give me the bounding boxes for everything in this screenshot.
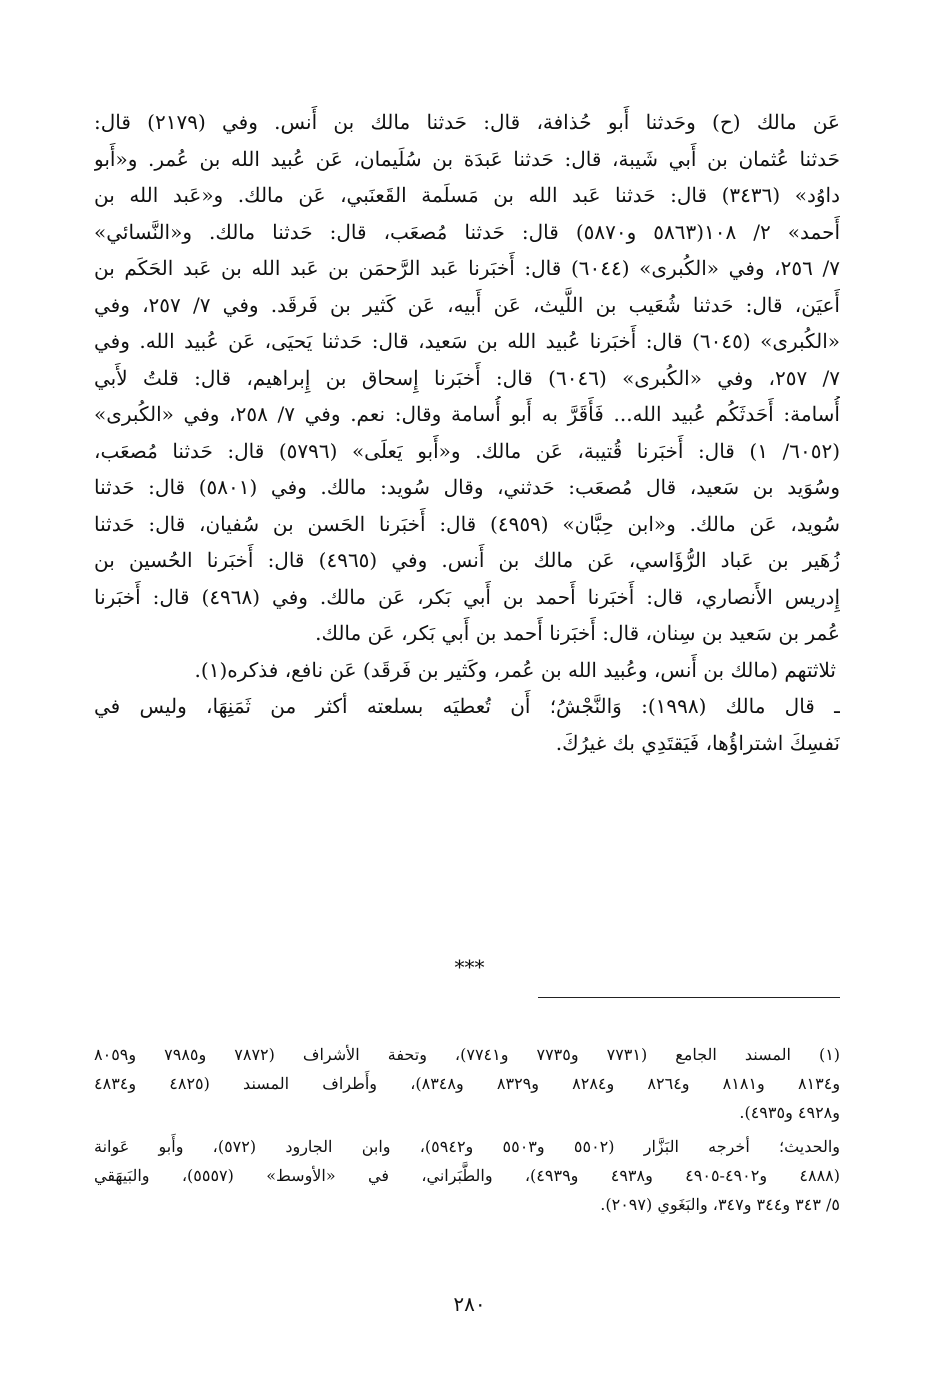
main-text — [94, 104, 840, 761]
text-line: ٧/ ٢٥٦، وفي «الكُبرى» (٦٠٤٤) قال: أَخبَرنا عَبد الرَّحمَن بن عَبد الله بن عَبد الحَكَم بن — [94, 256, 840, 280]
summary-line: ثلاثتهم (مالك بن أَنس، وعُبيد الله بن عُمر، وكَثير بن فَرقَد) عَن نافع، فذكره(١). — [194, 657, 836, 682]
page-number: ٢٨٠ — [453, 1292, 486, 1316]
text-line: أَعيَن، قال: حَدثنا شُعَيب بن اللَّيث، عَن أَبيه، عَن كَثير بن فَرقَد. وفي ٧/ ٢٥٧، وفي — [94, 292, 840, 317]
text-line: حَدثنا عُثمان بن أَبي شَيبة، قال: حَدثنا عَبدَة بن سُلَيمان، عَن عُبيد الله بن عُمر. و«أَبو — [94, 146, 840, 171]
footnote-line: (١) المسند الجامع (٧٧٣١ و٧٧٣٥ و٧٧٤١)، وتحفة الأشراف (٧٨٧٢ و٧٩٨٥ و٨٠٥٩ — [94, 1045, 840, 1064]
footnote-line: و٨١٣٤ و٨١٨١ و٨٢٦٤ و٨٢٨٤ و٨٣٢٩ و٨٣٤٨)، وأَطراف المسند (٤٨٢٥ و٤٨٣٤ — [94, 1074, 840, 1093]
text-line: زُهَير بن عَباد الرُّؤَاسي، عَن مالك بن أَنس. وفي (٤٩٦٥) قال: أَخبَرنا الحُسين بن — [94, 548, 840, 572]
section-separator: *** — [454, 955, 485, 979]
footnote-line: والحديث؛ أخرجه البَزَّار (٥٥٠٢ و٥٥٠٣ و٥٩٤٢)، وابن الجارود (٥٧٢)، وأَبو عَوانة — [94, 1137, 840, 1156]
text-line: داوُد» (٣٤٣٦) قال: حَدثنا عَبد الله بن مَسلَمة القَعنَبي، عَن مالك. و«عَبد الله بن — [94, 183, 840, 207]
footnotes — [94, 1040, 840, 1219]
footnote-line: ٥/ ٣٤٣ و٣٤٤ و٣٤٧، والبَغَوي (٢٠٩٧). — [600, 1195, 840, 1214]
text-line: أُسامة: أَحَدثَكُم عُبيد الله... فَأَقَرَّ به أَبو أُسامة وقال: نعم. وفي ٧/ ٢٥٨، وفي «الكُبرى» — [94, 402, 840, 426]
footnote-divider — [538, 997, 840, 998]
malik-statement-line: ـ قال مالك (١٩٩٨): وَالنَّجْشُ؛ أَن تُعطيَه بسلعته أكثر من ثَمَنِهَا، وليس في — [94, 694, 840, 718]
text-line: أَحمد» ٢/ ١٠٨(٥٨٦٣ و٥٨٧٠) قال: حَدثنا مُصعَب، قال: حَدثنا مالك. و«النَّسائي» — [94, 219, 840, 244]
text-line: «الكُبرى» (٦٠٤٥) قال: أَخبَرنا عُبيد الله بن سَعيد، قال: حَدثنا يَحيَى، عَن عُبيد الله. وفي — [94, 329, 840, 353]
text-line: سُويد، عَن مالك. و«ابن حِبَّان» (٤٩٥٩) قال: أَخبَرنا الحَسن بن سُفيان، قال: حَدثنا — [94, 511, 840, 536]
malik-statement-line: نَفسِكَ اشتراؤُها، فَيَقتَدِي بك غيرُكَ. — [555, 730, 840, 755]
text-line: ٧/ ٢٥٧، وفي «الكُبرى» (٦٠٤٦) قال: أَخبَرنا إِسحاق بن إِبراهيم، قال: قلتُ لأَبي — [94, 365, 840, 390]
text-line: عَن مالك (ح) وحَدثنا أَبو حُذافة، قال: حَدثنا مالك بن أَنس. وفي (٢١٧٩) قال: — [94, 110, 840, 134]
text-line: عُمر بن سَعيد بن سِنان، قال: أَخبَرنا أَحمد بن أَبي بَكر، عَن مالك. — [315, 621, 840, 645]
text-line: (٦٠٥٢/ ١) قال: أَخبَرنا قُتيبة، عَن مالك. و«أَبو يَعلَى» (٥٧٩٦) قال: حَدثنا مُصعَب، — [94, 438, 840, 463]
footnote-line: (٤٨٨٨ و٤٩٠٢-٤٩٠٥ و٤٩٣٨ و٤٩٣٩)، والطَّبَراني، في «الأوسط» (٥٥٥٧)، والبَيهَقي — [94, 1166, 840, 1185]
text-line: وسُوَيد بن سَعيد، قال مُصعَب: حَدثني، وقال سُويد: مالك. وفي (٥٨٠١) قال: حَدثنا — [94, 475, 840, 499]
text-line: إِدريس الأَنصاري، قال: أَخبَرنا أَحمد بن أَبي بَكر، عَن مالك. وفي (٤٩٦٨) قال: أَخبَرنا — [94, 584, 840, 609]
footnote-line: و٤٩٢٨ و٤٩٣٥). — [739, 1103, 840, 1122]
